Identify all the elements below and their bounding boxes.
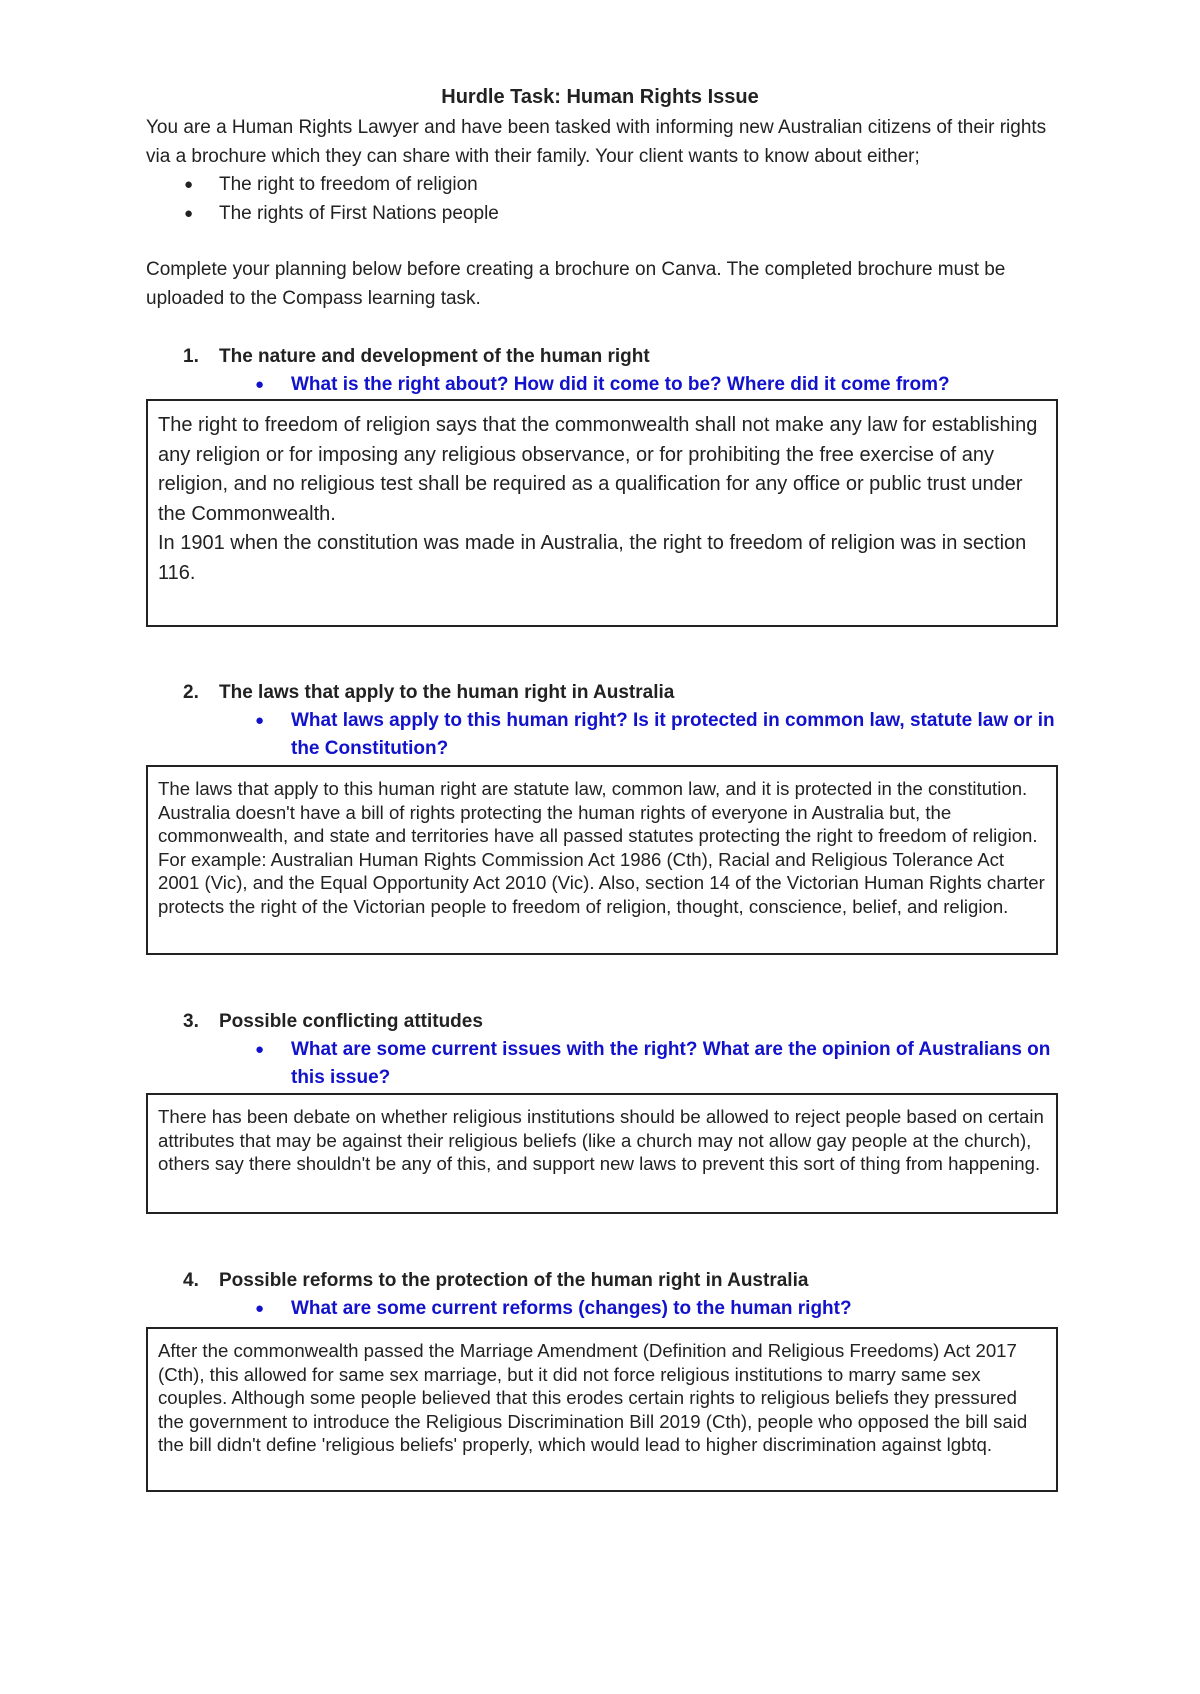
list-item	[184, 200, 1066, 229]
section-1-question	[255, 371, 1085, 399]
answer-paragraph: There has been debate on whether religious institutions should be allowed to reject people based on certain attributes that may be against their religious beliefs (like a church may not allow gay people at the church), others say there shouldn't be any of this, and support new laws to prevent this sort of thing from happening.	[158, 1106, 1044, 1174]
section-number: 4.	[183, 1270, 199, 1291]
question-text: What is the right about? How did it come to be? Where did it come from?	[291, 374, 950, 395]
intro-block	[146, 114, 1066, 313]
question-text: What are some current reforms (changes) to the human right?	[291, 1298, 852, 1319]
options-list	[146, 171, 1066, 228]
answer-paragraph: The laws that apply to this human right are statute law, common law, and it is protected in the constitution. Australia doesn't have a bill of rights protecting the human rights of everyone in Australia but, the commonwealth, and state and territories have all passed statutes protecting the right to freedom of religion. For example: Australian Human Rights Commission Act 1986 (Cth), Racial and Religious Tolerance Act 2001 (Vic), and the Equal Opportunity Act 2010 (Vic). Also, section 14 of the Victorian Human Rights charter protects the right of the Victorian people to freedom of religion, thought, conscience, belief, and religion.	[158, 778, 1045, 917]
answer-paragraph: After the commonwealth passed the Marriage Amendment (Definition and Religious Freedoms) Act 2017 (Cth), this allowed for same sex marriage, but it did not force religious institutions to marry same sex couples. Although some people believed that this erodes certain rights to religious beliefs they pressured the government to introduce the Religious Discrimination Bill 2019 (Cth), people who opposed the bill said the bill didn't define 'religious beliefs' properly, which would lead to higher discrimination against lgbtq.	[158, 1340, 1028, 1455]
section-1-heading	[183, 343, 650, 371]
section-2-question	[255, 707, 1085, 763]
section-1-answer-box	[146, 399, 1058, 627]
option-label: The right to freedom of religion	[219, 174, 478, 195]
section-2-answer-box	[146, 765, 1058, 955]
section-2-heading	[183, 679, 674, 707]
bullet-icon: ●	[184, 176, 194, 193]
bullet-icon: ●	[255, 1041, 265, 1058]
section-3-question	[255, 1036, 1085, 1092]
answer-paragraph: The right to freedom of religion says that the commonwealth shall not make any law for establishing any religion or for imposing any religious observance, or for prohibiting the free exercise of any religion, and no religious test shall be required as a qualification for any office or public trust under the Commonwealth.	[158, 414, 1038, 525]
section-3-heading	[183, 1008, 483, 1036]
answer-paragraph: In 1901 when the constitution was made in Australia, the right to freedom of religion was in section 116.	[158, 532, 1027, 584]
section-title: The laws that apply to the human right in Australia	[219, 682, 675, 703]
section-4-answer-box	[146, 1327, 1058, 1492]
question-text: What laws apply to this human right? Is it protected in common law, statute law or in the Constitution?	[291, 710, 1055, 759]
section-number: 3.	[183, 1011, 199, 1032]
option-label: The rights of First Nations people	[219, 202, 499, 224]
document-title: Hurdle Task: Human Rights Issue	[441, 86, 759, 108]
section-4-heading	[183, 1267, 808, 1295]
section-title: Possible conflicting attitudes	[219, 1011, 483, 1032]
section-4-question	[255, 1295, 1085, 1323]
bullet-icon: ●	[255, 1300, 265, 1317]
list-item	[184, 171, 1066, 200]
section-number: 1.	[183, 346, 199, 367]
question-text: What are some current issues with the right? What are the opinion of Australians on this issue?	[291, 1039, 1051, 1088]
section-3-answer-box	[146, 1093, 1058, 1214]
intro-paragraph: You are a Human Rights Lawyer and have been tasked with informing new Australian citizens of their rights via a brochure which they can share with their family. Your client wants to know about either;	[146, 117, 1047, 167]
section-number: 2.	[183, 682, 199, 703]
section-title: The nature and development of the human right	[219, 346, 650, 367]
section-title: Possible reforms to the protection of the human right in Australia	[219, 1270, 809, 1291]
instructions-paragraph: Complete your planning below before creating a brochure on Canva. The completed brochure must be uploaded to the Compass learning task.	[146, 259, 1006, 309]
bullet-icon: ●	[255, 376, 265, 393]
bullet-icon: ●	[255, 712, 265, 729]
bullet-icon: ●	[184, 204, 194, 222]
